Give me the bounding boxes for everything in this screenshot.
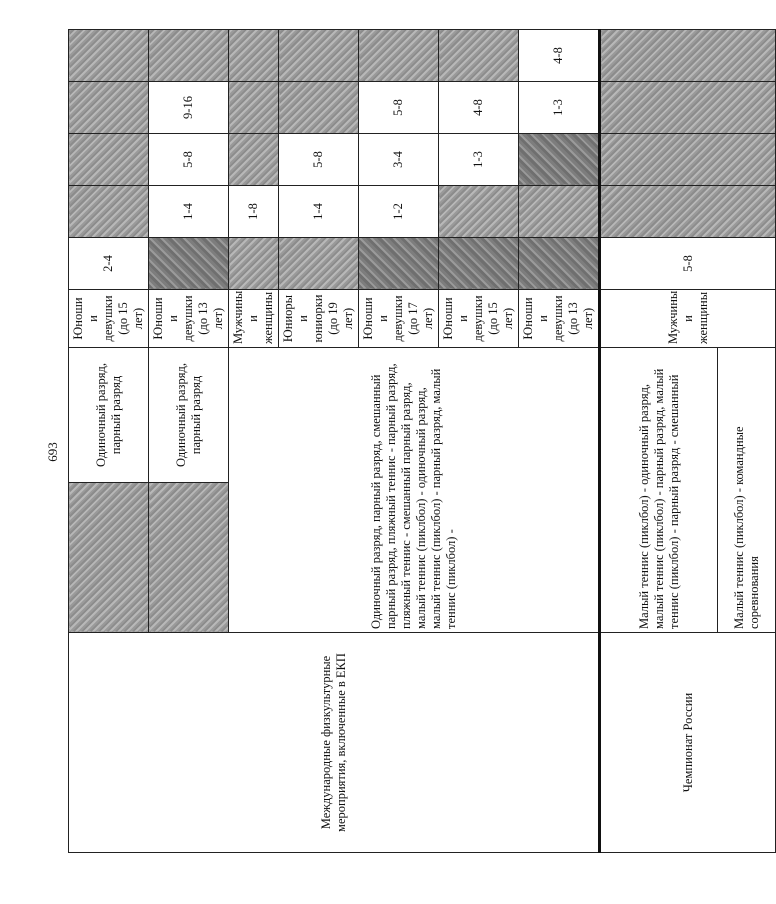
rotated-table-wrapper	[68, 30, 761, 853]
group-cell: Юноши и девушки (до 13 лет)	[519, 290, 600, 348]
grey-cell	[149, 483, 229, 633]
discipline-cell: Одиночный разряд, парный разряд	[69, 348, 149, 483]
event-cell: Международные физкультурные мероприятия, включенные в ЕКП	[69, 633, 600, 853]
dark-cell	[519, 134, 600, 186]
grey-cell	[439, 186, 519, 238]
place-cell: 4-8	[439, 82, 519, 134]
table-row	[69, 30, 149, 853]
place-cell: 4-8	[519, 30, 600, 82]
place-cell: 5-8	[279, 134, 359, 186]
group-cell: Юноши и девушки (до 15 лет)	[69, 290, 149, 348]
place-cell: 5-8	[359, 82, 439, 134]
age-cell: 2-4	[69, 238, 149, 290]
group-cell: Мужчины и женщины	[600, 290, 776, 348]
place-cell: 1-4	[149, 186, 229, 238]
grey-cell	[279, 30, 359, 82]
age-cell: 5-8	[600, 238, 776, 290]
group-cell: Мужчины и женщины	[229, 290, 279, 348]
grey-cell	[229, 82, 279, 134]
grey-cell	[69, 30, 149, 82]
place-cell: 5-8	[149, 134, 229, 186]
page-number: 693	[45, 442, 60, 462]
grey-cell	[600, 134, 776, 186]
grey-cell	[279, 238, 359, 290]
discipline-cell: Малый теннис (пиклбол) - командные соревнования	[718, 348, 776, 633]
grey-cell	[600, 30, 776, 82]
grey-cell	[359, 30, 439, 82]
grey-cell	[69, 483, 149, 633]
grey-cell	[519, 186, 600, 238]
discipline-cell: Малый теннис (пиклбол) - одиночный разряд, малый теннис (пиклбол) - парный разряд, малый теннис (пиклбол) - парный разряд - смешанный	[600, 348, 718, 633]
grey-cell	[149, 30, 229, 82]
grey-cell	[69, 82, 149, 134]
group-cell: Юноши и девушки (до 17 лет)	[359, 290, 439, 348]
grey-cell	[69, 186, 149, 238]
event-cell: Чемпионат России	[600, 633, 776, 853]
dark-cell	[519, 238, 600, 290]
grey-cell	[69, 134, 149, 186]
results-table	[68, 29, 776, 853]
dark-cell	[439, 238, 519, 290]
place-cell: 9-16	[149, 82, 229, 134]
discipline-cell: Одиночный разряд, парный разряд, смешанный парный разряд, пляжный теннис - парный разряд, пляжный теннис - смешанный парный разряд, малый теннис (пиклбол) - одиночный разряд, малый теннис (пиклбол) - парный разряд, малый теннис (пиклбол) -	[229, 348, 600, 633]
grey-cell	[279, 82, 359, 134]
group-cell: Юниоры и юниорки (до 19 лет)	[279, 290, 359, 348]
place-cell: 1-2	[359, 186, 439, 238]
group-cell: Юноши и девушки (до 13 лет)	[149, 290, 229, 348]
grey-cell	[600, 186, 776, 238]
grey-cell	[439, 30, 519, 82]
grey-cell	[229, 134, 279, 186]
group-cell: Юноши и девушки (до 15 лет)	[439, 290, 519, 348]
grey-cell	[600, 82, 776, 134]
place-cell: 1-3	[519, 82, 600, 134]
place-cell: 1-4	[279, 186, 359, 238]
place-cell: 1-3	[439, 134, 519, 186]
grey-cell	[229, 238, 279, 290]
place-cell: 3-4	[359, 134, 439, 186]
place-cell: 1-8	[229, 186, 279, 238]
grey-cell	[229, 30, 279, 82]
dark-cell	[359, 238, 439, 290]
dark-cell	[149, 238, 229, 290]
discipline-cell: Одиночный разряд, парный разряд	[149, 348, 229, 483]
table-row	[600, 30, 718, 853]
